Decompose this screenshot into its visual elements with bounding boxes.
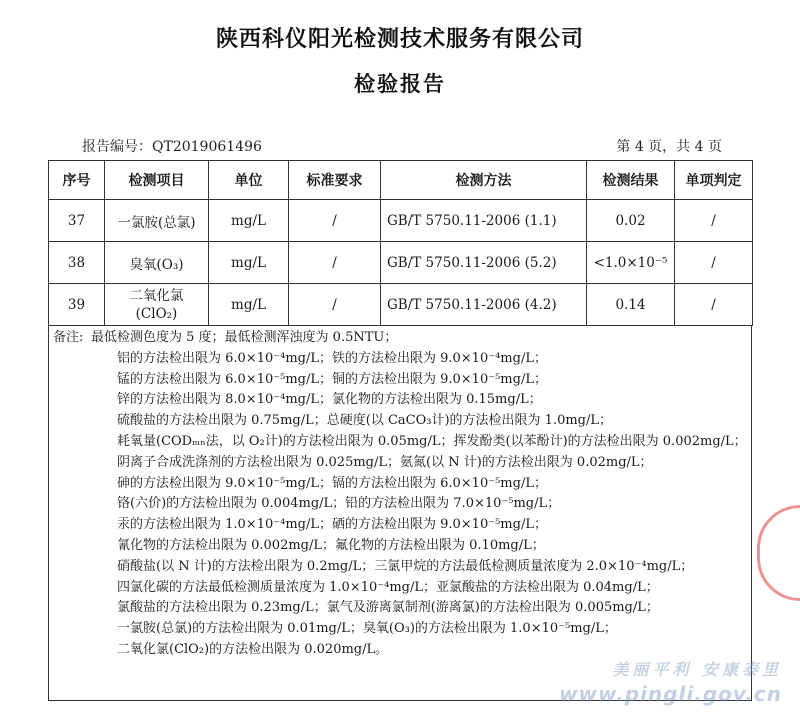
cell-method: GB/T 5750.11-2006 (4.2) — [381, 284, 587, 326]
note-line: 锌的方法检出限为 8.0×10⁻⁴mg/L；氯化物的方法检出限为 0.15mg/L； — [91, 392, 542, 408]
company-name: 陕西科仪阳光检测技术服务有限公司 — [215, 27, 584, 52]
cell-unit: mg/L — [209, 200, 289, 242]
cell-no: 37 — [49, 200, 105, 242]
notes-lines — [91, 328, 747, 661]
cell-no: 39 — [49, 284, 105, 326]
cell-standard: / — [289, 200, 381, 242]
header-method: 检测方法 — [381, 161, 587, 200]
cell-judgement: / — [675, 200, 753, 242]
note-line: 最低检测色度为 5 度；最低检测浑浊度为 0.5NTU； — [91, 330, 398, 345]
note-line: 汞的方法检出限为 1.0×10⁻⁴mg/L；硒的方法检出限为 9.0×10⁻⁵mg/L； — [91, 517, 547, 533]
report-number: 报告编号：QT2019061496 — [82, 139, 262, 155]
watermark-text: 美丽平利 安康泰里 — [612, 660, 782, 679]
watermark-url: www.pingli.gov.cn — [559, 682, 782, 706]
header-standard: 标准要求 — [289, 161, 381, 200]
header-no: 序号 — [49, 161, 105, 200]
cell-unit: mg/L — [209, 242, 289, 284]
watermark — [559, 657, 782, 706]
cell-item-line2: (ClO₂) — [135, 305, 178, 322]
page-info: 第 4 页，共 4 页 — [616, 139, 722, 155]
note-line: 耗氧量(CODₘₙ法，以 O₂计)的方法检出限为 0.05mg/L；挥发酚类(以苯酚计)的方法检出限为 0.002mg/L； — [91, 433, 747, 449]
table-row — [49, 242, 753, 284]
report-title: 检验报告 — [354, 72, 446, 96]
note-line: 四氯化碳的方法最低检测质量浓度为 1.0×10⁻⁴mg/L；亚氯酸盐的方法检出限为 0.04mg/L； — [91, 579, 659, 595]
header-item: 检测项目 — [105, 161, 209, 200]
note-line: 氰化物的方法检出限为 0.002mg/L；氟化物的方法检出限为 0.10mg/L； — [91, 537, 545, 553]
cell-unit: mg/L — [209, 284, 289, 326]
note-line: 氯酸盐的方法检出限为 0.23mg/L；氯气及游离氯制剂(游离氯)的方法检出限为 0.005mg/L； — [91, 600, 659, 616]
notes-section — [48, 325, 752, 701]
cell-item: 一氯胺(总氯) — [105, 200, 209, 242]
header-result: 检测结果 — [587, 161, 675, 200]
note-line: 硝酸盐(以 N 计)的方法检出限为 0.2mg/L；三氯甲烷的方法最低检测质量浓度为 2.0×10⁻⁴mg/L； — [91, 558, 694, 574]
cell-judgement: / — [675, 242, 753, 284]
table-header-row — [49, 161, 753, 200]
note-line: 铝的方法检出限为 6.0×10⁻⁴mg/L；铁的方法检出限为 9.0×10⁻⁴mg/L； — [91, 350, 547, 366]
note-line: 锰的方法检出限为 6.0×10⁻⁵mg/L；铜的方法检出限为 9.0×10⁻⁵mg/L； — [91, 371, 547, 387]
cell-no: 38 — [49, 242, 105, 284]
cell-standard: / — [289, 284, 381, 326]
note-line: 一氯胺(总氯)的方法检出限为 0.01mg/L；臭氧(O₃)的方法检出限为 1.0×10⁻⁵mg/L； — [91, 621, 617, 637]
cell-result: 0.02 — [587, 200, 675, 242]
cell-standard: / — [289, 242, 381, 284]
cell-result: <1.0×10⁻⁵ — [587, 242, 675, 284]
notes-label: 备注: — [53, 330, 84, 345]
cell-method: GB/T 5750.11-2006 (5.2) — [381, 242, 587, 284]
note-line: 砷的方法检出限为 9.0×10⁻⁵mg/L；镉的方法检出限为 6.0×10⁻⁵mg/L； — [91, 475, 547, 491]
note-line: 二氧化氯(ClO₂)的方法检出限为 0.020mg/L。 — [91, 641, 389, 657]
results-table — [48, 160, 753, 326]
note-line: 铬(六价)的方法检出限为 0.004mg/L；铅的方法检出限为 7.0×10⁻⁵mg/L； — [91, 496, 561, 512]
cell-item-line1: 二氧化氯 — [129, 287, 184, 304]
note-line: 阴离子合成洗涤剂的方法检出限为 0.025mg/L；氨氮(以 N 计)的方法检出限为 0.02mg/L； — [91, 454, 653, 470]
note-line: 硫酸盐的方法检出限为 0.75mg/L；总硬度(以 CaCO₃计)的方法检出限为 1.0mg/L； — [91, 413, 612, 429]
header-unit: 单位 — [209, 161, 289, 200]
cell-method: GB/T 5750.11-2006 (1.1) — [381, 200, 587, 242]
cell-item: 臭氧(O₃) — [105, 242, 209, 284]
red-seal-stamp — [757, 505, 800, 601]
cell-result: 0.14 — [587, 284, 675, 326]
table-row — [49, 284, 753, 326]
header-judgement: 单项判定 — [675, 161, 753, 200]
table-row — [49, 200, 753, 242]
cell-item — [105, 284, 209, 326]
cell-judgement: / — [675, 284, 753, 326]
